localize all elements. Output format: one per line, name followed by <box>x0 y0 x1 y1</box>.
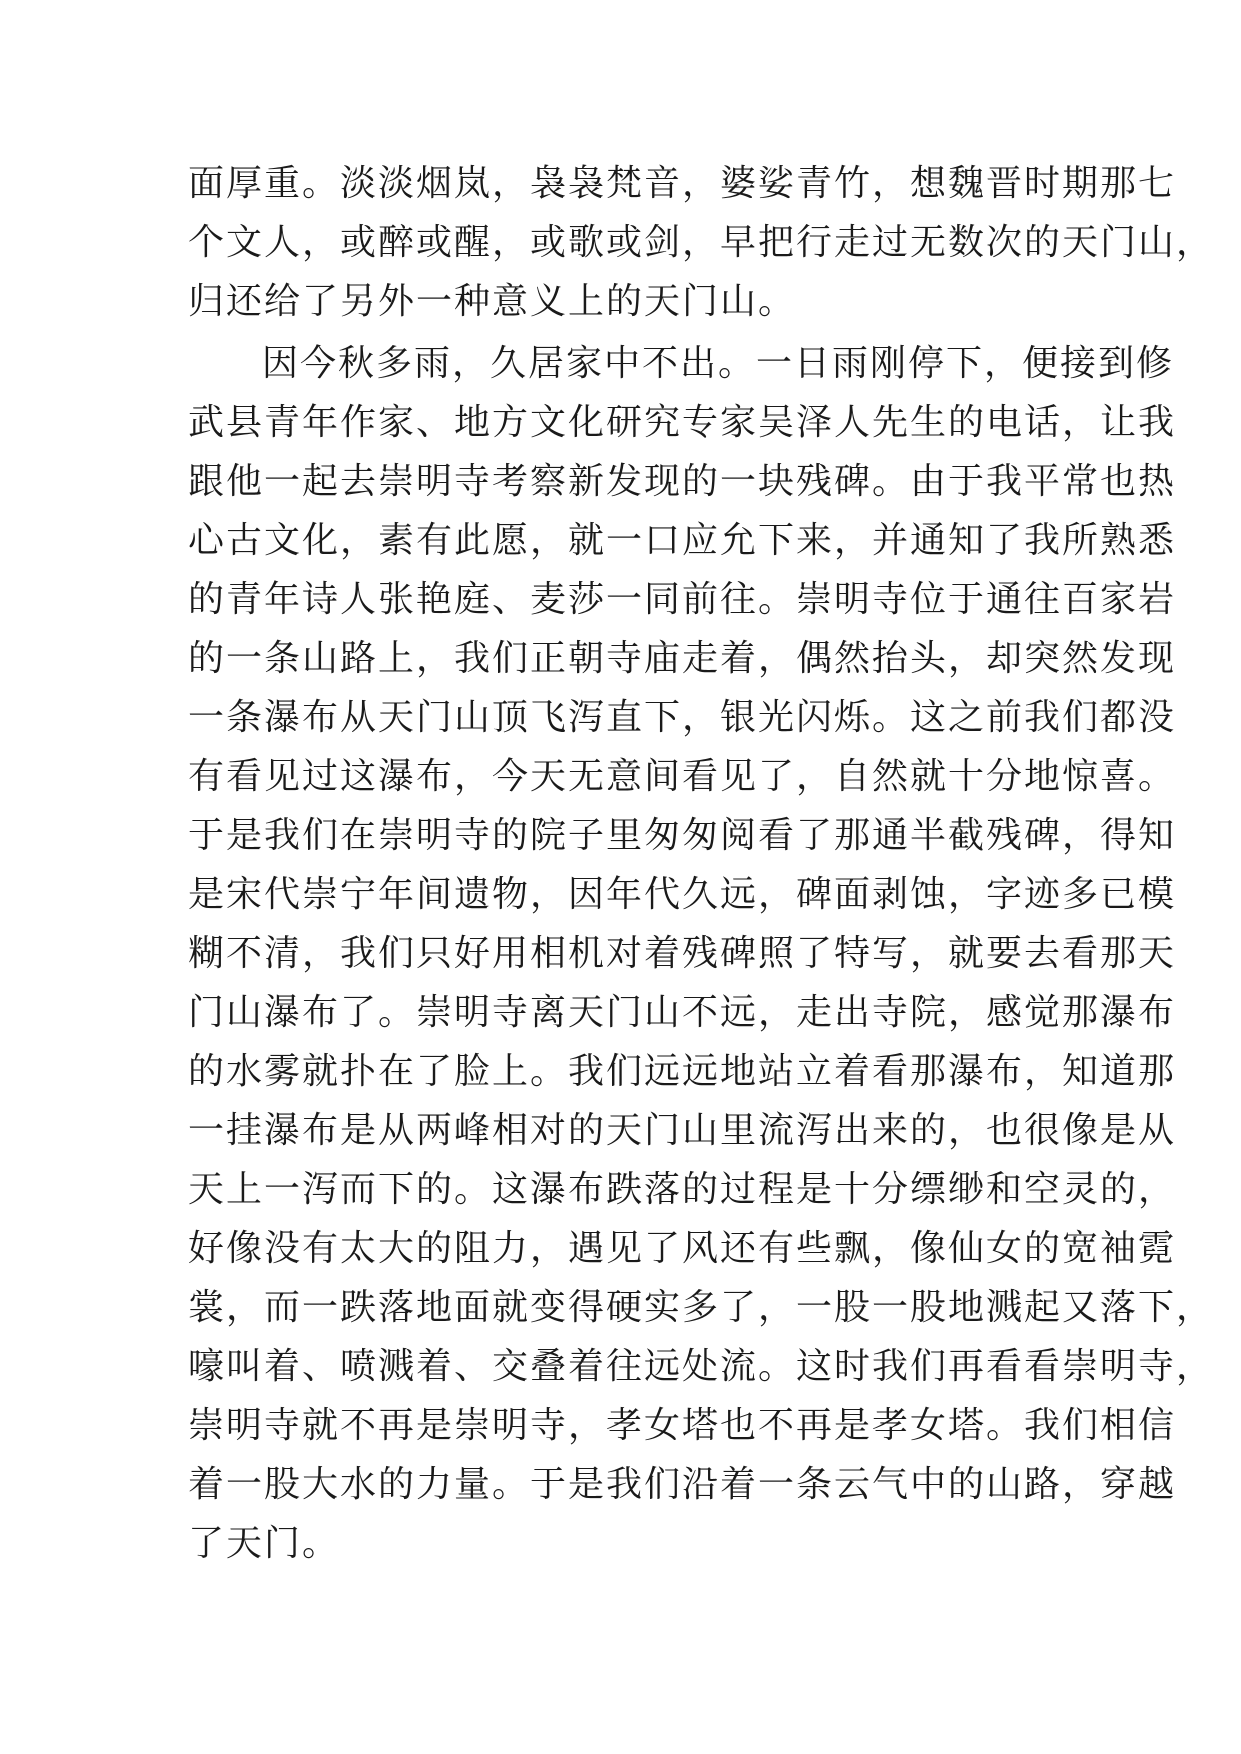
text-line: 于是我们在崇明寺的院子里匆匆阅看了那通半截残碑，得知 <box>188 815 1177 856</box>
text-line: 是宋代崇宁年间遗物，因年代久远，碑面剥蚀，字迹多已模 <box>188 874 1177 915</box>
text-line: 一条瀑布从天门山顶飞泻直下，银光闪烁。这之前我们都没 <box>188 697 1177 738</box>
text-line: 个文人，或醉或醒，或歌或剑，早把行走过无数次的天门山， <box>188 222 1215 263</box>
text-line: 跟他一起去崇明寺考察新发现的一块残碑。由于我平常也热 <box>188 461 1177 502</box>
text-line: 裳，而一跌落地面就变得硬实多了，一股一股地溅起又落下， <box>188 1287 1215 1328</box>
text-line: 的一条山路上，我们正朝寺庙走着，偶然抬头，却突然发现 <box>188 638 1177 679</box>
paragraph-2 <box>188 334 1215 1573</box>
text-line: 崇明寺就不再是崇明寺，孝女塔也不再是孝女塔。我们相信 <box>188 1405 1177 1446</box>
text-line: 一挂瀑布是从两峰相对的天门山里流泻出来的，也很像是从 <box>188 1110 1177 1151</box>
text-line: 心古文化，素有此愿，就一口应允下来，并通知了我所熟悉 <box>188 520 1177 561</box>
text-line: 的水雾就扑在了脸上。我们远远地站立着看那瀑布，知道那 <box>188 1051 1177 1092</box>
text-line: 因今秋多雨，久居家中不出。一日雨刚停下，便接到修 <box>262 343 1175 384</box>
text-line: 糊不清，我们只好用相机对着残碑照了特写，就要去看那天 <box>188 933 1177 974</box>
text-line: 好像没有太大的阻力，遇见了风还有些飘，像仙女的宽袖霓 <box>188 1228 1177 1269</box>
body-text <box>188 154 1215 1573</box>
text-line: 了天门。 <box>188 1523 341 1564</box>
text-line: 门山瀑布了。崇明寺离天门山不远，走出寺院，感觉那瀑布 <box>188 992 1177 1033</box>
text-line: 武县青年作家、地方文化研究专家吴泽人先生的电话，让我 <box>188 402 1177 443</box>
text-line: 天上一泻而下的。这瀑布跌落的过程是十分缥缈和空灵的， <box>188 1169 1177 1210</box>
text-line: 面厚重。淡淡烟岚，袅袅梵音，婆娑青竹，想魏晋时期那七 <box>188 163 1177 204</box>
text-line: 归还给了另外一种意义上的天门山。 <box>188 281 797 322</box>
text-line: 嚎叫着、喷溅着、交叠着往远处流。这时我们再看看崇明寺， <box>188 1346 1215 1387</box>
text-line: 有看见过这瀑布，今天无意间看见了，自然就十分地惊喜。 <box>188 756 1177 797</box>
text-line: 着一股大水的力量。于是我们沿着一条云气中的山路，穿越 <box>188 1464 1177 1505</box>
text-line: 的青年诗人张艳庭、麦莎一同前往。崇明寺位于通往百家岩 <box>188 579 1177 620</box>
paragraph-1 <box>188 154 1215 331</box>
